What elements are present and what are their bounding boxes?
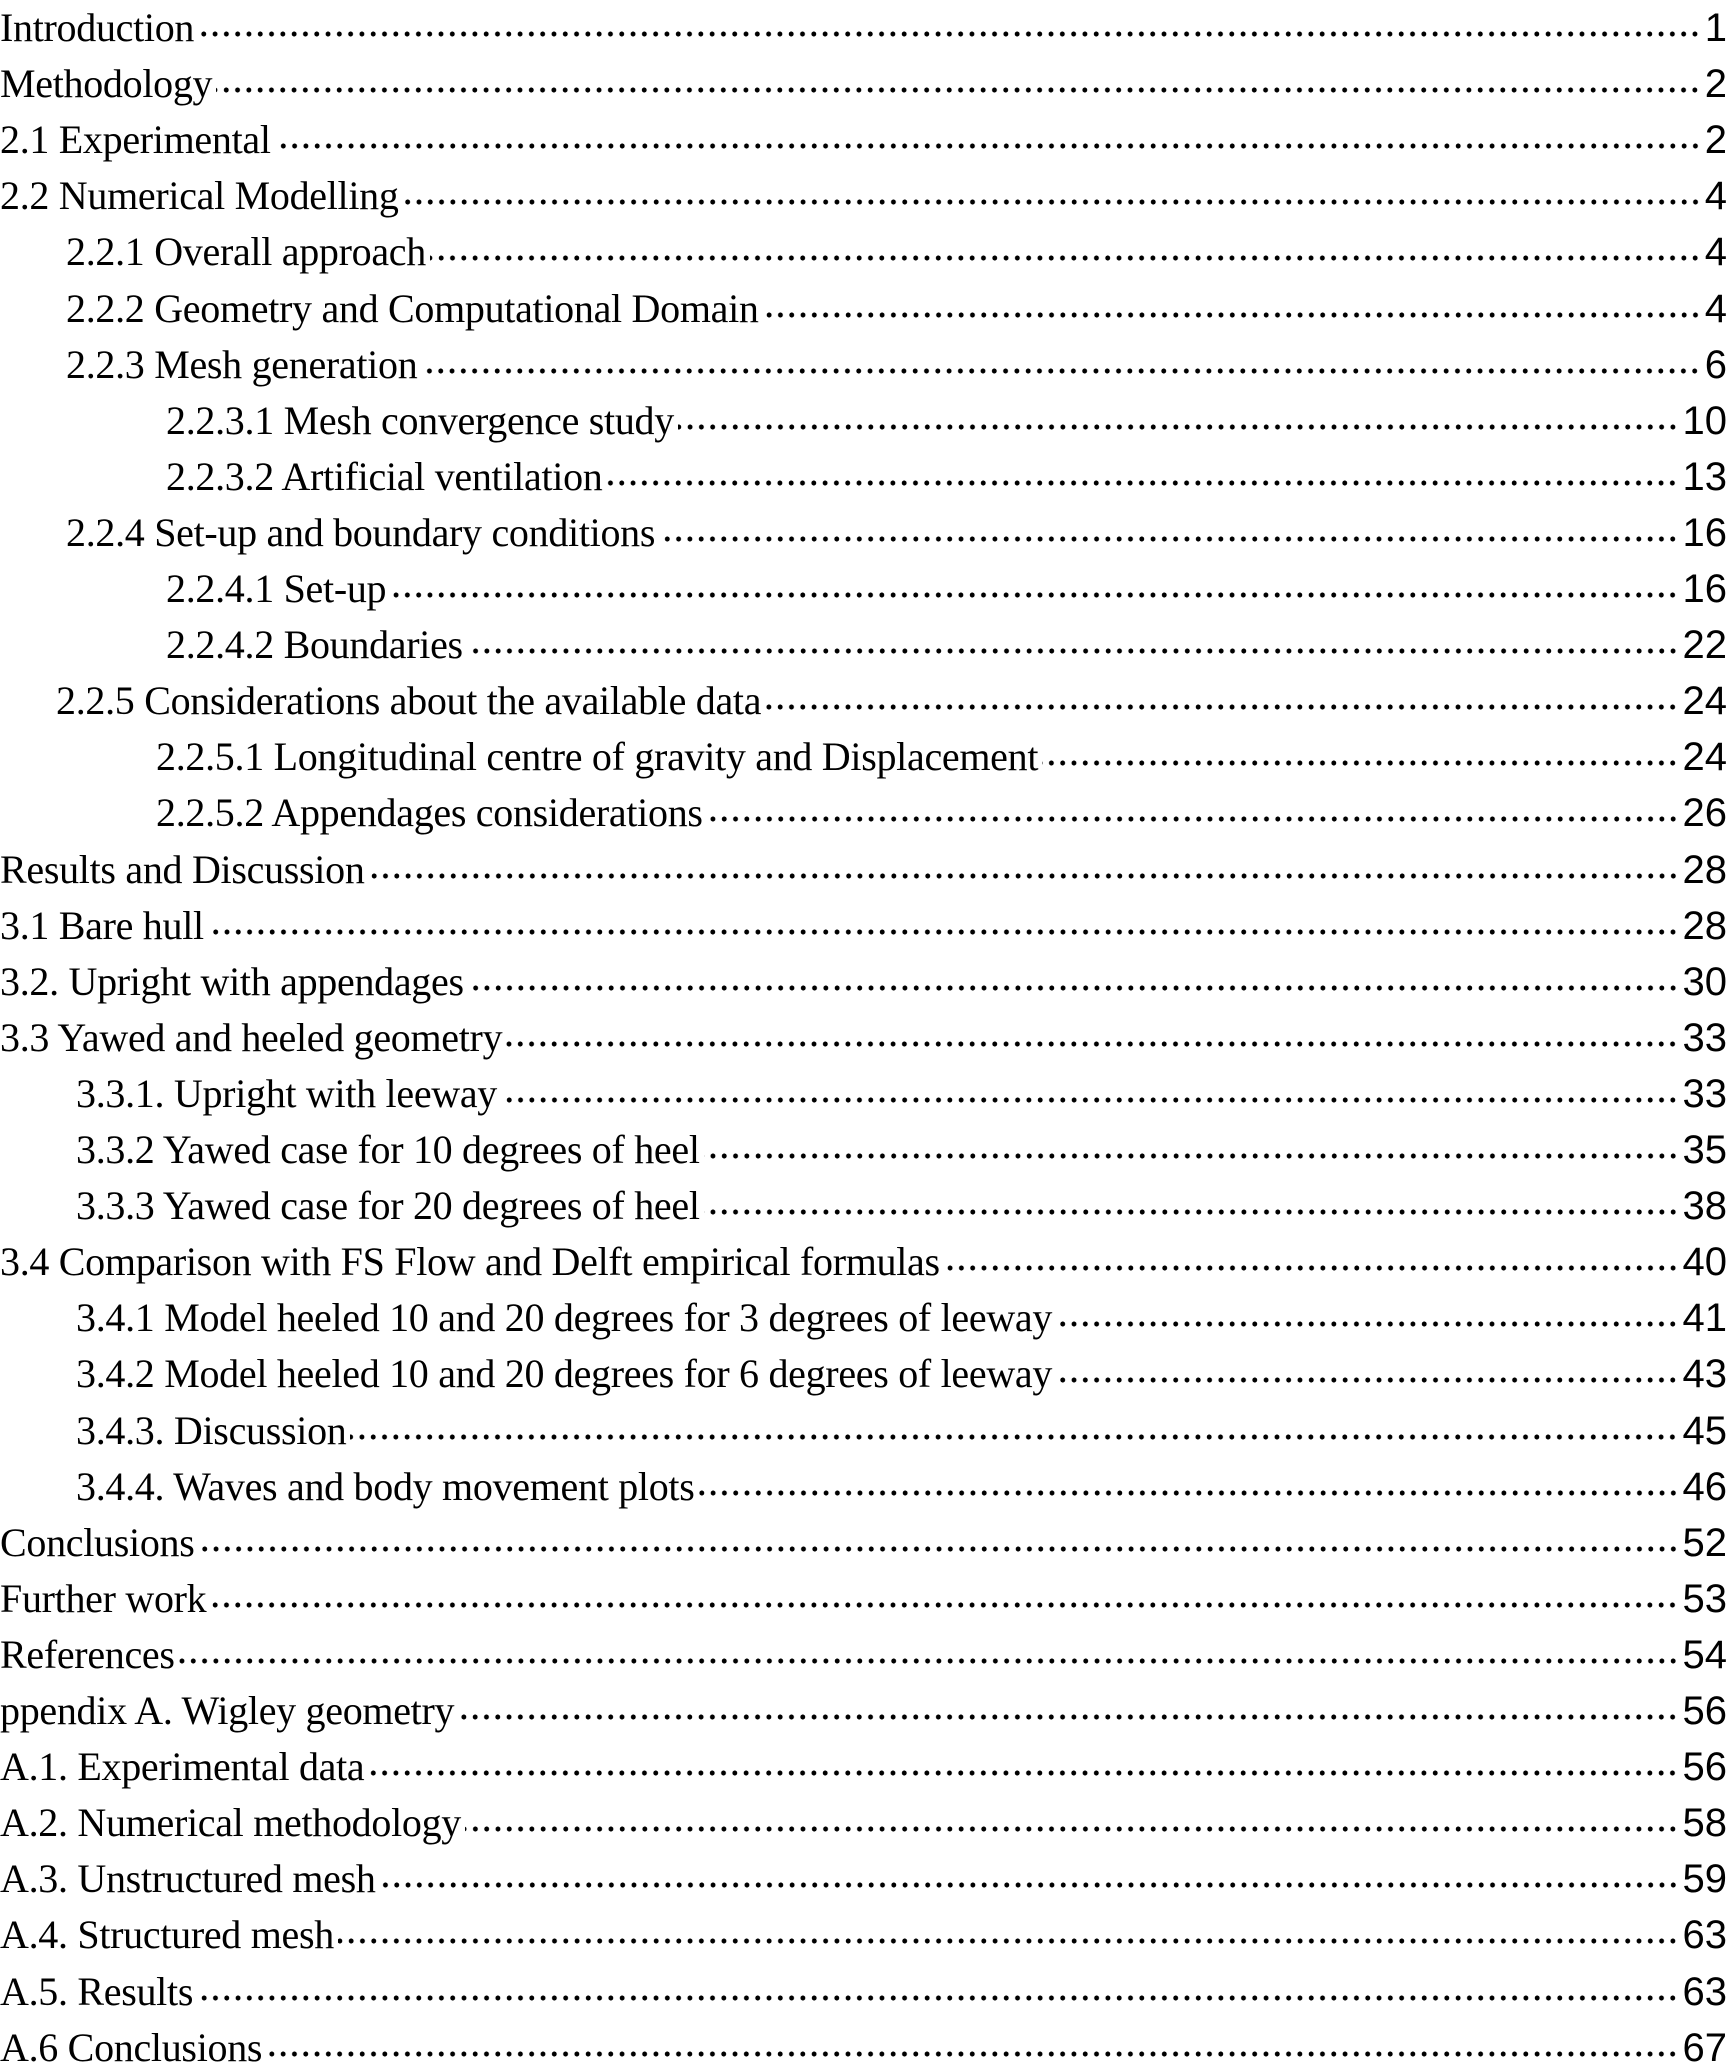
toc-entry[interactable] <box>0 1956 1727 2012</box>
toc-entry[interactable] <box>0 216 1727 272</box>
toc-entry-title[interactable]: 3.1 Bare hull <box>0 906 208 946</box>
toc-entry-page-number[interactable]: 2 <box>1701 120 1727 160</box>
toc-entry-title[interactable]: A.5. Results <box>0 1972 197 2012</box>
toc-entry-title[interactable]: 3.3.2 Yawed case for 10 degrees of heel <box>76 1130 704 1170</box>
toc-entry-title[interactable]: 3.3.1. Upright with leeway <box>76 1074 501 1114</box>
dot-leader <box>659 534 1678 544</box>
dot-leader <box>707 814 1679 824</box>
toc-entry[interactable] <box>0 0 1727 48</box>
toc-entry-title[interactable]: 2.2.4.2 Boundaries <box>166 625 467 665</box>
toc-entry[interactable] <box>0 1563 1727 1619</box>
toc-entry[interactable] <box>0 104 1727 160</box>
dot-leader <box>1042 758 1678 768</box>
toc-entry-page-number[interactable]: 45 <box>1679 1411 1727 1451</box>
toc-entry-title[interactable]: 2.2.4.1 Set-up <box>166 569 390 609</box>
toc-entry-title[interactable]: 2.2.5.1 Longitudinal centre of gravity and Displacement <box>156 737 1042 777</box>
dot-leader <box>216 85 1701 95</box>
toc-entry-title[interactable]: 3.4 Comparison with FS Flow and Delft empirical formulas <box>0 1242 944 1282</box>
toc-entry-page-number[interactable]: 59 <box>1679 1859 1727 1899</box>
toc-entry-page-number[interactable]: 28 <box>1679 850 1727 890</box>
toc-entry-page-number[interactable]: 30 <box>1679 962 1727 1002</box>
toc-entry-page-number[interactable]: 35 <box>1679 1130 1727 1170</box>
toc-entry-title[interactable]: Results and Discussion <box>0 850 369 890</box>
toc-entry[interactable] <box>0 1451 1727 1507</box>
toc-entry-title[interactable]: 3.3 Yawed and heeled geometry <box>0 1018 506 1058</box>
toc-entry[interactable] <box>0 1843 1727 1899</box>
dot-leader <box>699 1488 1679 1498</box>
dot-leader <box>179 1656 1679 1666</box>
toc-entry-title[interactable]: Conclusions <box>0 1523 199 1563</box>
toc-entry-page-number[interactable]: 58 <box>1679 1803 1727 1843</box>
toc-entry-title[interactable]: A.3. Unstructured mesh <box>0 1859 380 1899</box>
toc-entry-page-number[interactable]: 4 <box>1701 232 1727 272</box>
toc-entry-title[interactable]: 2.2.3.2 Artificial ventilation <box>166 457 606 497</box>
toc-entry-page-number[interactable]: 22 <box>1679 625 1727 665</box>
toc-entry[interactable] <box>0 273 1727 329</box>
toc-entry-page-number[interactable]: 6 <box>1701 345 1727 385</box>
toc-entry[interactable] <box>0 1002 1727 1058</box>
toc-entry[interactable] <box>0 1731 1727 1787</box>
toc-entry[interactable] <box>0 890 1727 946</box>
toc-entry-title[interactable]: 2.2.5.2 Appendages considerations <box>156 793 707 833</box>
dot-leader <box>458 1712 1678 1722</box>
toc-entry-page-number[interactable]: 63 <box>1679 1972 1727 2012</box>
dot-leader <box>199 1544 1679 1554</box>
toc-entry-page-number[interactable]: 1 <box>1701 8 1727 48</box>
toc-entry[interactable] <box>0 834 1727 890</box>
toc-entry-title[interactable]: References <box>0 1635 179 1675</box>
dot-leader <box>380 1880 1679 1890</box>
toc-entry[interactable] <box>0 1395 1727 1451</box>
toc-entry[interactable] <box>0 1282 1727 1338</box>
dot-leader <box>468 983 1679 993</box>
toc-entry-page-number[interactable]: 43 <box>1679 1354 1727 1394</box>
dot-leader <box>506 1039 1678 1049</box>
toc-entry[interactable] <box>0 1787 1727 1843</box>
toc-entry[interactable] <box>0 497 1727 553</box>
dot-leader <box>763 310 1701 320</box>
toc-entry-title[interactable]: A.1. Experimental data <box>0 1747 368 1787</box>
toc-entry-page-number[interactable]: 28 <box>1679 906 1727 946</box>
toc-entry[interactable] <box>0 1338 1727 1394</box>
toc-entry-page-number[interactable]: 26 <box>1679 793 1727 833</box>
dot-leader <box>275 141 1701 151</box>
toc-entry-title[interactable]: A.4. Structured mesh <box>0 1915 338 1955</box>
toc-entry-page-number[interactable]: 52 <box>1679 1523 1727 1563</box>
toc-entry[interactable] <box>0 609 1727 665</box>
toc-entry-page-number[interactable]: 56 <box>1679 1691 1727 1731</box>
dot-leader <box>944 1263 1679 1273</box>
toc-entry[interactable] <box>0 665 1727 721</box>
dot-leader <box>465 1824 1679 1834</box>
toc-entry[interactable] <box>0 329 1727 385</box>
toc-entry-title[interactable]: 2.2.2 Geometry and Computational Domain <box>66 289 763 329</box>
toc-entry-page-number[interactable]: 4 <box>1701 176 1727 216</box>
toc-entry-title[interactable]: 3.4.4. Waves and body movement plots <box>76 1467 699 1507</box>
toc-entry-title[interactable]: 2.2.3.1 Mesh convergence study <box>166 401 678 441</box>
toc-entry-title[interactable]: 2.2 Numerical Modelling <box>0 176 403 216</box>
toc-entry-page-number[interactable]: 24 <box>1679 737 1727 777</box>
toc-entry-page-number[interactable]: 63 <box>1679 1915 1727 1955</box>
toc-entry-page-number[interactable]: 2 <box>1701 64 1727 104</box>
toc-entry-page-number[interactable]: 46 <box>1679 1467 1727 1507</box>
toc-entry[interactable] <box>0 1507 1727 1563</box>
dot-leader <box>197 1993 1678 2003</box>
toc-entry-title[interactable]: 3.4.1 Model heeled 10 and 20 degrees for 3 degrees of leeway <box>76 1298 1056 1338</box>
toc-entry-title[interactable]: Further work <box>0 1579 210 1619</box>
toc-entry[interactable] <box>0 160 1727 216</box>
toc-entry[interactable] <box>0 385 1727 441</box>
toc-entry-title[interactable]: 2.2.4 Set-up and boundary conditions <box>66 513 659 553</box>
dot-leader <box>678 422 1679 432</box>
toc-entry-page-number[interactable]: 33 <box>1679 1074 1727 1114</box>
toc-entry[interactable] <box>0 441 1727 497</box>
dot-leader <box>467 646 1679 656</box>
toc-entry-title[interactable]: Introduction <box>0 8 198 48</box>
dot-leader <box>501 1095 1678 1105</box>
dot-leader <box>606 478 1678 488</box>
toc-entry[interactable] <box>0 2012 1727 2068</box>
toc-entry-title[interactable]: 2.2.3 Mesh generation <box>66 345 421 385</box>
toc-entry-page-number[interactable]: 16 <box>1679 569 1727 609</box>
toc-entry-title[interactable]: 3.4.2 Model heeled 10 and 20 degrees for 6 degrees of leeway <box>76 1354 1056 1394</box>
toc-entry[interactable] <box>0 721 1727 777</box>
toc-entry[interactable] <box>0 777 1727 833</box>
toc-entry-page-number[interactable]: 38 <box>1679 1186 1727 1226</box>
dot-leader <box>1056 1319 1678 1329</box>
toc-entry-title[interactable]: Methodology <box>0 64 216 104</box>
toc-entry[interactable] <box>0 946 1727 1002</box>
dot-leader <box>369 871 1679 881</box>
toc-entry[interactable] <box>0 1114 1727 1170</box>
toc-entry-title[interactable]: 2.2.1 Overall approach <box>66 232 430 272</box>
toc-entry-page-number[interactable]: 54 <box>1679 1635 1727 1675</box>
toc-entry-title[interactable]: 3.3.3 Yawed case for 20 degrees of heel <box>76 1186 704 1226</box>
toc-entry-title[interactable]: A.2. Numerical methodology <box>0 1803 465 1843</box>
toc-entry-page-number[interactable]: 33 <box>1679 1018 1727 1058</box>
dot-leader <box>704 1207 1679 1217</box>
dot-leader <box>390 590 1678 600</box>
toc-entry-page-number[interactable]: 56 <box>1679 1747 1727 1787</box>
dot-leader <box>430 253 1701 263</box>
toc-entry-page-number[interactable]: 67 <box>1679 2028 1727 2068</box>
dot-leader <box>368 1768 1678 1778</box>
dot-leader <box>338 1936 1679 1946</box>
dot-leader <box>198 29 1701 39</box>
dot-leader <box>210 1600 1678 1610</box>
dot-leader <box>704 1151 1679 1161</box>
toc-entry-page-number[interactable]: 40 <box>1679 1242 1727 1282</box>
toc-entry[interactable] <box>0 1619 1727 1675</box>
toc-entry-page-number[interactable]: 13 <box>1679 457 1727 497</box>
dot-leader <box>765 702 1678 712</box>
toc-entry[interactable] <box>0 1170 1727 1226</box>
toc-entry[interactable] <box>0 1058 1727 1114</box>
dot-leader <box>208 927 1679 937</box>
toc-entry-title[interactable]: ppendix A. Wigley geometry <box>0 1691 458 1731</box>
dot-leader <box>350 1432 1678 1442</box>
dot-leader <box>266 2049 1678 2059</box>
toc-entry-page-number[interactable]: 53 <box>1679 1579 1727 1619</box>
toc-entry-title[interactable]: 3.4.3. Discussion <box>76 1411 350 1451</box>
dot-leader <box>403 197 1701 207</box>
toc-entry-title[interactable]: 2.1 Experimental <box>0 120 275 160</box>
toc-entry-title[interactable]: A.6 Conclusions <box>0 2028 266 2068</box>
toc-entry[interactable] <box>0 553 1727 609</box>
toc-entry-page-number[interactable]: 41 <box>1679 1298 1727 1338</box>
toc-entry[interactable] <box>0 1226 1727 1282</box>
toc-entry[interactable] <box>0 48 1727 104</box>
dot-leader <box>421 366 1700 376</box>
dot-leader <box>1056 1375 1678 1385</box>
toc-entry-page-number[interactable]: 4 <box>1701 289 1727 329</box>
toc-entry[interactable] <box>0 1675 1727 1731</box>
toc-entry-title[interactable]: 3.2. Upright with appendages <box>0 962 468 1002</box>
toc-entry-page-number[interactable]: 16 <box>1679 513 1727 553</box>
toc-entry-page-number[interactable]: 10 <box>1679 401 1727 441</box>
toc-entry-page-number[interactable]: 24 <box>1679 681 1727 721</box>
toc-entry[interactable] <box>0 1899 1727 1955</box>
toc-entry-title[interactable]: 2.2.5 Considerations about the available data <box>56 681 765 721</box>
